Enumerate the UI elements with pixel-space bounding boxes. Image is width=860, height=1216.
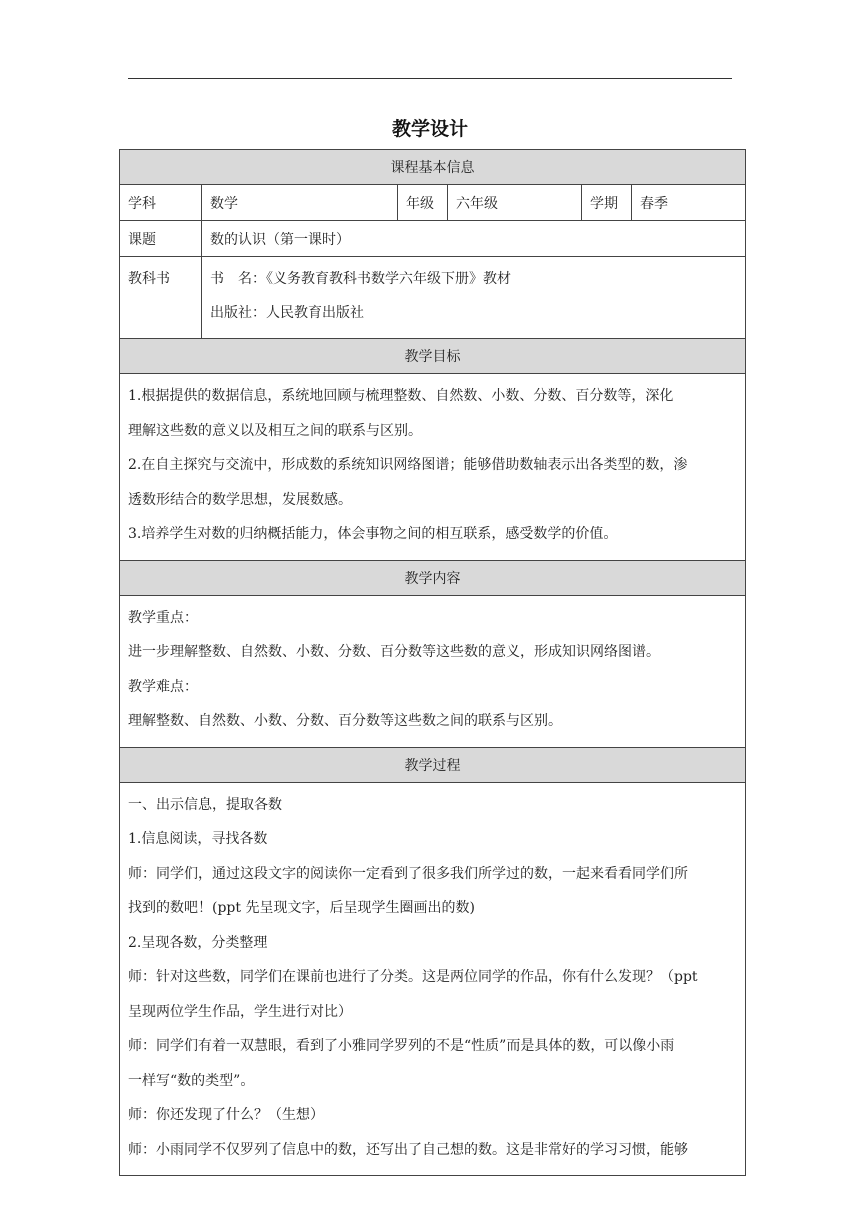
objective-line: 理解这些数的意义以及相互之间的联系与区别。 <box>128 422 422 439</box>
process-line: 一样写“数的类型”。 <box>128 1072 255 1089</box>
process-line: 1.信息阅读，寻找各数 <box>128 831 268 847</box>
content-body <box>120 595 746 747</box>
topic-label: 课题 <box>120 221 202 257</box>
process-header: 教学过程 <box>120 747 746 782</box>
process-line: 师：同学们有着一双慧眼，看到了小雅同学罗列的不是“性质”而是具体的数，可以像小雨 <box>128 1038 675 1054</box>
subject-label: 学科 <box>120 185 202 221</box>
topic-value: 数的认识（第一课时） <box>202 221 746 257</box>
grade-label: 年级 <box>398 185 448 221</box>
textbook-name: 书 名：《义务教育教科书数学六年级下册》教材 <box>210 271 511 287</box>
process-line: 师：同学们，通过这段文字的阅读你一定看到了很多我们所学过的数，一起来看看同学们所 <box>128 865 688 882</box>
textbook-label: 教科书 <box>120 257 202 339</box>
objectives-header: 教学目标 <box>120 339 746 374</box>
process-line: 师：小雨同学不仅罗列了信息中的数，还写出了自己想的数。这是非常好的学习习惯，能够 <box>128 1141 688 1158</box>
process-line: 一、出示信息，提取各数 <box>128 796 282 813</box>
objective-line: 透数形结合的数学思想，发展数感。 <box>128 491 352 508</box>
header-rule <box>128 78 732 79</box>
document-title: 教学设计 <box>391 118 468 140</box>
objective-line: 2.在自主探究与交流中，形成数的系统知识网络图谱；能够借助数轴表示出各类型的数，渗 <box>128 457 688 473</box>
process-line: 找到的数吧！(ppt 先呈现文字，后呈现学生圈画出的数) <box>128 900 475 916</box>
objectives-body <box>120 374 746 561</box>
objective-line: 1.根据提供的数据信息，系统地回顾与梳理整数、自然数、小数、分数、百分数等，深化 <box>128 388 674 404</box>
process-line: 2.呈现各数，分类整理 <box>128 934 268 951</box>
content-header: 教学内容 <box>120 560 746 595</box>
process-line: 师：针对这些数，同学们在课前也进行了分类。这是两位同学的作品，你有什么发现？（ppt <box>128 969 698 985</box>
key-point-text: 进一步理解整数、自然数、小数、分数、百分数等这些数的意义，形成知识网络图谱。 <box>128 644 660 660</box>
process-line: 师：你还发现了什么？（生想） <box>128 1107 324 1123</box>
textbook-publisher: 出版社：人民教育出版社 <box>210 305 364 321</box>
grade-value: 六年级 <box>448 185 582 221</box>
lesson-design-table <box>119 149 746 1176</box>
difficulty-label: 教学难点： <box>128 678 198 695</box>
subject-value: 数学 <box>202 185 398 221</box>
process-body <box>120 782 746 1176</box>
difficulty-text: 理解整数、自然数、小数、分数、百分数等这些数之间的联系与区别。 <box>128 713 562 729</box>
term-label: 学期 <box>582 185 632 221</box>
textbook-info <box>202 257 746 339</box>
basic-info-header: 课程基本信息 <box>120 150 746 185</box>
key-point-label: 教学重点： <box>128 609 198 626</box>
objective-line: 3.培养学生对数的归纳概括能力，体会事物之间的相互联系，感受数学的价值。 <box>128 526 618 542</box>
process-line: 呈现两位学生作品，学生进行对比） <box>128 1003 352 1020</box>
term-value: 春季 <box>632 185 746 221</box>
